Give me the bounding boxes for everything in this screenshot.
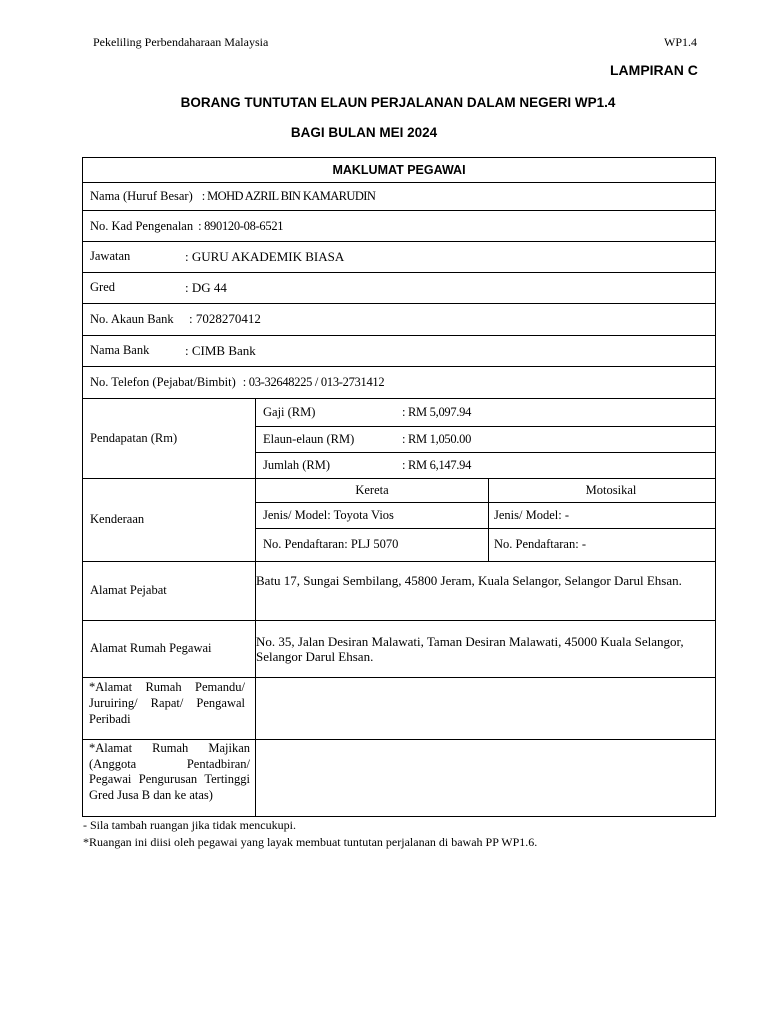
form-title: BORANG TUNTUTAN ELAUN PERJALANAN DALAM NEGERI WP1.4 (180, 95, 616, 110)
header-left: Pekeliling Perbendaharaan Malaysia (93, 35, 269, 49)
jawatan-label: Jawatan (90, 249, 131, 263)
motosikal-model: Jenis/ Model: - (494, 508, 569, 522)
elaun-label: Elaun-elaun (RM) (263, 432, 355, 446)
pemandu-line-1: *Alamat Rumah Pemandu/ (89, 680, 245, 694)
telefon-label: No. Telefon (Pejabat/Bimbit) (90, 375, 236, 389)
akaun-label: No. Akaun Bank (90, 312, 174, 326)
pemandu-line-3: Peribadi (89, 712, 131, 726)
nama-label: Nama (Huruf Besar) (90, 189, 193, 203)
note-2: *Ruangan ini diisi oleh pegawai yang layak membuat tuntutan perjalanan di bawah PP WP1.6. (83, 835, 538, 849)
nama-value: : MOHD AZRIL BIN KAMARUDIN (201, 189, 376, 203)
alamat-pejabat-label: Alamat Pejabat (90, 583, 167, 597)
bank-label: Nama Bank (90, 343, 150, 357)
gred-label: Gred (90, 280, 115, 294)
elaun-value: : RM 1,050.00 (402, 432, 472, 446)
alamat-majikan-label (89, 741, 250, 803)
pemandu-line-2: Juruiring/ Rapat/ Pengawal (89, 696, 245, 710)
majikan-line-4: Gred Jusa B dan ke atas) (89, 787, 213, 802)
pendapatan-label: Pendapatan (Rm) (90, 431, 178, 445)
alamat-rumah-label: Alamat Rumah Pegawai (90, 641, 212, 655)
lampiran-label: LAMPIRAN C (610, 62, 698, 78)
kereta-no-pendaftaran: No. Pendaftaran: PLJ 5070 (263, 537, 399, 551)
alamat-rumah-value: No. 35, Jalan Desiran Malawati, Taman Desiran Malawati, 45000 Kuala Selangor, Selangor Darul Ehsan. (256, 634, 684, 664)
kereta-model: Jenis/ Model: Toyota Vios (263, 508, 394, 522)
bank-value: : CIMB Bank (185, 343, 256, 358)
jumlah-value: : RM 6,147.94 (402, 458, 472, 472)
header-right: WP1.4 (664, 35, 697, 49)
ic-value: : 890120-08-6521 (198, 219, 284, 233)
kereta-header: Kereta (355, 483, 389, 497)
form-subtitle: BAGI BULAN MEI 2024 (290, 125, 438, 140)
gaji-label: Gaji (RM) (263, 405, 316, 419)
motosikal-no-pendaftaran: No. Pendaftaran: - (494, 537, 586, 551)
majikan-line-2: (Anggota Pentadbiran/ (89, 756, 250, 771)
gred-value: : DG 44 (185, 280, 227, 295)
ic-row (90, 210, 283, 241)
jumlah-label: Jumlah (RM) (263, 458, 331, 472)
jawatan-value: : GURU AKADEMIK BIASA (185, 249, 345, 264)
kenderaan-label: Kenderaan (90, 512, 145, 526)
section-title: MAKLUMAT PEGAWAI (332, 163, 466, 177)
majikan-line-1: *Alamat Rumah Majikan (89, 741, 250, 755)
akaun-value: : 7028270412 (189, 311, 261, 326)
majikan-line-3: Pegawai Pengurusan Tertinggi (89, 772, 250, 786)
telefon-value: : 03-32648225 / 013-2731412 (242, 375, 385, 389)
telefon-row (90, 366, 384, 398)
motosikal-header: Motosikal (585, 483, 637, 497)
nama-row (90, 182, 375, 210)
ic-label: No. Kad Pengenalan (90, 219, 194, 233)
note-1: - Sila tambah ruangan jika tidak mencukupi. (83, 818, 296, 832)
alamat-pemandu-label (89, 679, 245, 727)
alamat-pejabat-value: Batu 17, Sungai Sembilang, 45800 Jeram, Kuala Selangor, Selangor Darul Ehsan. (256, 573, 682, 588)
gaji-value: : RM 5,097.94 (402, 405, 472, 419)
